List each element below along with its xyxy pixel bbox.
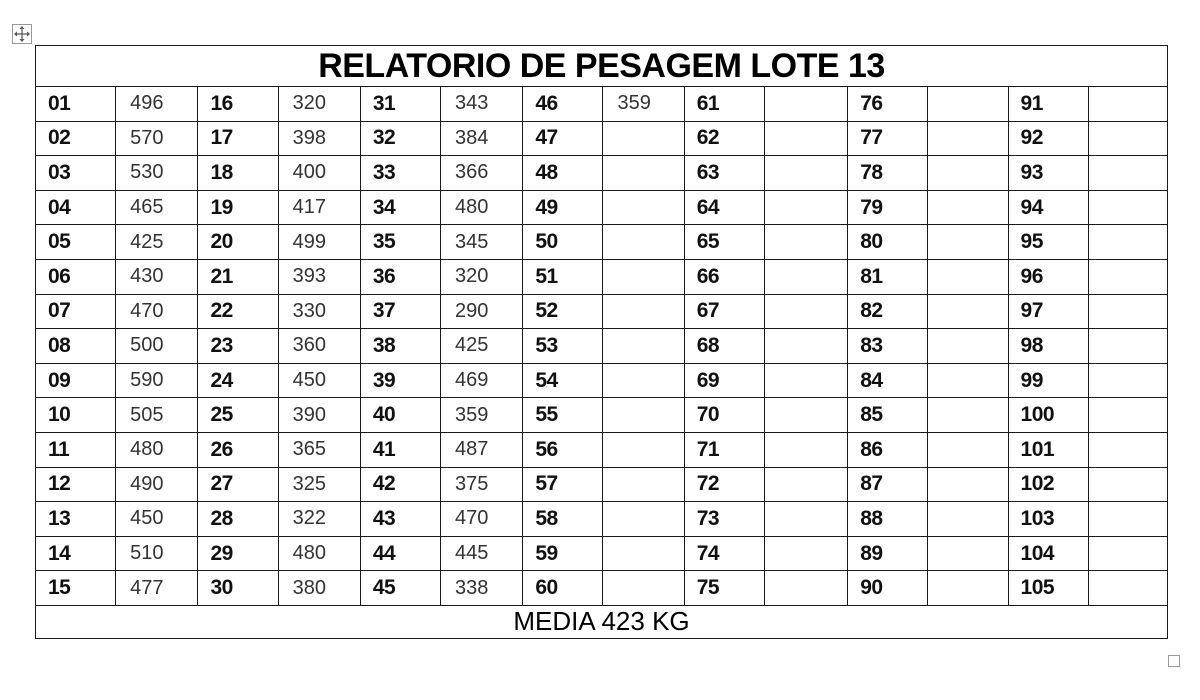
weight-cell[interactable]: 384 xyxy=(441,121,523,156)
table-row xyxy=(36,502,1168,537)
weight-cell[interactable] xyxy=(928,259,1008,294)
animal-number-cell[interactable]: 23 xyxy=(198,329,278,364)
animal-number-cell[interactable]: 19 xyxy=(198,190,278,225)
animal-number-cell[interactable]: 51 xyxy=(523,259,603,294)
weight-cell[interactable] xyxy=(764,156,847,191)
weight-cell[interactable]: 445 xyxy=(441,536,523,571)
weight-cell[interactable] xyxy=(1088,502,1167,537)
weight-cell[interactable]: 499 xyxy=(278,225,360,260)
weight-cell[interactable] xyxy=(928,190,1008,225)
animal-number-cell[interactable]: 09 xyxy=(36,363,116,398)
animal-number-cell[interactable]: 30 xyxy=(198,571,278,606)
weight-cell[interactable]: 359 xyxy=(441,398,523,433)
weight-cell[interactable]: 469 xyxy=(441,363,523,398)
animal-number-cell[interactable]: 16 xyxy=(198,87,278,122)
weight-cell[interactable] xyxy=(603,190,684,225)
animal-number-cell[interactable]: 102 xyxy=(1008,467,1088,502)
table-row xyxy=(36,87,1168,122)
weight-cell[interactable] xyxy=(764,398,847,433)
animal-number-cell[interactable]: 50 xyxy=(523,225,603,260)
animal-number-cell[interactable]: 13 xyxy=(36,502,116,537)
animal-number-cell[interactable]: 22 xyxy=(198,294,278,329)
animal-number-cell[interactable]: 33 xyxy=(360,156,440,191)
weight-cell[interactable] xyxy=(1088,329,1167,364)
animal-number-cell[interactable]: 04 xyxy=(36,190,116,225)
animal-number-cell[interactable]: 03 xyxy=(36,156,116,191)
animal-number-cell[interactable]: 66 xyxy=(684,259,764,294)
animal-number-cell[interactable]: 38 xyxy=(360,329,440,364)
weight-cell[interactable] xyxy=(603,363,684,398)
animal-number-cell[interactable]: 59 xyxy=(523,536,603,571)
animal-number-cell[interactable]: 14 xyxy=(36,536,116,571)
animal-number-cell[interactable]: 52 xyxy=(523,294,603,329)
animal-number-cell[interactable]: 88 xyxy=(848,502,928,537)
weight-cell[interactable]: 450 xyxy=(278,363,360,398)
weight-cell[interactable] xyxy=(1088,259,1167,294)
weight-cell[interactable] xyxy=(928,121,1008,156)
animal-number-cell[interactable]: 103 xyxy=(1008,502,1088,537)
weight-cell[interactable] xyxy=(764,225,847,260)
animal-number-cell[interactable]: 80 xyxy=(848,225,928,260)
animal-number-cell[interactable]: 101 xyxy=(1008,432,1088,467)
table-row xyxy=(36,225,1168,260)
weight-cell[interactable]: 590 xyxy=(116,363,198,398)
animal-number-cell[interactable]: 31 xyxy=(360,87,440,122)
animal-number-cell[interactable]: 97 xyxy=(1008,294,1088,329)
weight-cell[interactable] xyxy=(764,87,847,122)
weight-cell[interactable] xyxy=(1088,156,1167,191)
animal-number-cell[interactable]: 69 xyxy=(684,363,764,398)
animal-number-cell[interactable]: 46 xyxy=(523,87,603,122)
animal-number-cell[interactable]: 58 xyxy=(523,502,603,537)
animal-number-cell[interactable]: 92 xyxy=(1008,121,1088,156)
move-icon xyxy=(13,25,31,43)
animal-number-cell[interactable]: 07 xyxy=(36,294,116,329)
weight-cell[interactable] xyxy=(764,432,847,467)
weight-cell[interactable] xyxy=(1088,121,1167,156)
animal-number-cell[interactable]: 36 xyxy=(360,259,440,294)
report-title[interactable]: RELATORIO DE PESAGEM LOTE 13 xyxy=(36,46,1168,87)
animal-number-cell[interactable]: 55 xyxy=(523,398,603,433)
weight-cell[interactable]: 320 xyxy=(441,259,523,294)
weight-cell[interactable] xyxy=(1088,467,1167,502)
animal-number-cell[interactable]: 82 xyxy=(848,294,928,329)
weight-cell[interactable] xyxy=(603,121,684,156)
animal-number-cell[interactable]: 87 xyxy=(848,467,928,502)
animal-number-cell[interactable]: 89 xyxy=(848,536,928,571)
weight-cell[interactable]: 530 xyxy=(116,156,198,191)
weight-cell[interactable]: 450 xyxy=(116,502,198,537)
animal-number-cell[interactable]: 96 xyxy=(1008,259,1088,294)
weight-cell[interactable] xyxy=(928,363,1008,398)
animal-number-cell[interactable]: 70 xyxy=(684,398,764,433)
animal-number-cell[interactable]: 94 xyxy=(1008,190,1088,225)
animal-number-cell[interactable]: 73 xyxy=(684,502,764,537)
weight-cell[interactable]: 380 xyxy=(278,571,360,606)
weight-cell[interactable] xyxy=(603,156,684,191)
animal-number-cell[interactable]: 84 xyxy=(848,363,928,398)
animal-number-cell[interactable]: 71 xyxy=(684,432,764,467)
table-row xyxy=(36,536,1168,571)
weight-cell[interactable]: 360 xyxy=(278,329,360,364)
weight-cell[interactable] xyxy=(928,87,1008,122)
weight-cell[interactable]: 470 xyxy=(441,502,523,537)
animal-number-cell[interactable]: 12 xyxy=(36,467,116,502)
weight-cell[interactable] xyxy=(1088,363,1167,398)
animal-number-cell[interactable]: 25 xyxy=(198,398,278,433)
weight-cell[interactable]: 465 xyxy=(116,190,198,225)
animal-number-cell[interactable]: 63 xyxy=(684,156,764,191)
weight-cell[interactable] xyxy=(928,432,1008,467)
animal-number-cell[interactable]: 42 xyxy=(360,467,440,502)
weight-cell[interactable] xyxy=(603,225,684,260)
weight-cell[interactable] xyxy=(603,467,684,502)
weight-cell[interactable] xyxy=(1088,87,1167,122)
animal-number-cell[interactable]: 40 xyxy=(360,398,440,433)
animal-number-cell[interactable]: 57 xyxy=(523,467,603,502)
average-weight[interactable]: MEDIA 423 KG xyxy=(36,605,1168,638)
animal-number-cell[interactable]: 10 xyxy=(36,398,116,433)
animal-number-cell[interactable]: 15 xyxy=(36,571,116,606)
animal-number-cell[interactable]: 27 xyxy=(198,467,278,502)
weight-cell[interactable]: 430 xyxy=(116,259,198,294)
weight-cell[interactable]: 400 xyxy=(278,156,360,191)
weight-cell[interactable]: 496 xyxy=(116,87,198,122)
weight-cell[interactable]: 343 xyxy=(441,87,523,122)
animal-number-cell[interactable]: 65 xyxy=(684,225,764,260)
weight-cell[interactable]: 417 xyxy=(278,190,360,225)
weight-cell[interactable]: 487 xyxy=(441,432,523,467)
weight-cell[interactable]: 320 xyxy=(278,87,360,122)
weight-cell[interactable] xyxy=(928,156,1008,191)
animal-number-cell[interactable]: 74 xyxy=(684,536,764,571)
weight-cell[interactable] xyxy=(928,294,1008,329)
weight-cell[interactable]: 480 xyxy=(278,536,360,571)
animal-number-cell[interactable]: 62 xyxy=(684,121,764,156)
weight-cell[interactable] xyxy=(764,467,847,502)
weight-cell[interactable] xyxy=(603,329,684,364)
weight-cell[interactable] xyxy=(1088,294,1167,329)
weight-cell[interactable]: 393 xyxy=(278,259,360,294)
animal-number-cell[interactable]: 91 xyxy=(1008,87,1088,122)
animal-number-cell[interactable]: 20 xyxy=(198,225,278,260)
weight-cell[interactable] xyxy=(928,571,1008,606)
animal-number-cell[interactable]: 95 xyxy=(1008,225,1088,260)
weight-cell[interactable] xyxy=(928,467,1008,502)
weight-cell[interactable]: 510 xyxy=(116,536,198,571)
animal-number-cell[interactable]: 02 xyxy=(36,121,116,156)
animal-number-cell[interactable]: 47 xyxy=(523,121,603,156)
weight-cell[interactable] xyxy=(1088,190,1167,225)
weight-cell[interactable]: 365 xyxy=(278,432,360,467)
weight-cell[interactable] xyxy=(928,225,1008,260)
animal-number-cell[interactable]: 81 xyxy=(848,259,928,294)
weight-cell[interactable] xyxy=(603,536,684,571)
weight-cell[interactable] xyxy=(928,329,1008,364)
table-row xyxy=(36,432,1168,467)
weight-cell[interactable] xyxy=(1088,432,1167,467)
weight-cell[interactable]: 325 xyxy=(278,467,360,502)
animal-number-cell[interactable]: 104 xyxy=(1008,536,1088,571)
animal-number-cell[interactable]: 98 xyxy=(1008,329,1088,364)
animal-number-cell[interactable]: 76 xyxy=(848,87,928,122)
table-row xyxy=(36,467,1168,502)
table-row xyxy=(36,398,1168,433)
weight-cell[interactable] xyxy=(764,571,847,606)
weighing-report-table xyxy=(35,45,1168,639)
animal-number-cell[interactable]: 34 xyxy=(360,190,440,225)
animal-number-cell[interactable]: 99 xyxy=(1008,363,1088,398)
weight-cell[interactable]: 425 xyxy=(116,225,198,260)
weight-cell[interactable]: 390 xyxy=(278,398,360,433)
weight-cell[interactable]: 490 xyxy=(116,467,198,502)
animal-number-cell[interactable]: 53 xyxy=(523,329,603,364)
weight-cell[interactable]: 470 xyxy=(116,294,198,329)
weight-cell[interactable]: 375 xyxy=(441,467,523,502)
animal-number-cell[interactable]: 39 xyxy=(360,363,440,398)
animal-number-cell[interactable]: 41 xyxy=(360,432,440,467)
animal-number-cell[interactable]: 78 xyxy=(848,156,928,191)
footer-row xyxy=(36,605,1168,638)
animal-number-cell[interactable]: 86 xyxy=(848,432,928,467)
table-row xyxy=(36,156,1168,191)
weight-cell[interactable]: 425 xyxy=(441,329,523,364)
animal-number-cell[interactable]: 72 xyxy=(684,467,764,502)
animal-number-cell[interactable]: 17 xyxy=(198,121,278,156)
weight-cell[interactable] xyxy=(1088,536,1167,571)
weight-cell[interactable] xyxy=(603,398,684,433)
animal-number-cell[interactable]: 60 xyxy=(523,571,603,606)
weight-cell[interactable] xyxy=(764,363,847,398)
animal-number-cell[interactable]: 54 xyxy=(523,363,603,398)
weight-cell[interactable] xyxy=(1088,571,1167,606)
animal-number-cell[interactable]: 28 xyxy=(198,502,278,537)
weight-cell[interactable]: 322 xyxy=(278,502,360,537)
weight-cell[interactable]: 290 xyxy=(441,294,523,329)
weight-cell[interactable] xyxy=(928,536,1008,571)
animal-number-cell[interactable]: 79 xyxy=(848,190,928,225)
weight-cell[interactable] xyxy=(1088,398,1167,433)
weight-cell[interactable] xyxy=(764,329,847,364)
weight-cell[interactable]: 330 xyxy=(278,294,360,329)
animal-number-cell[interactable]: 93 xyxy=(1008,156,1088,191)
weight-cell[interactable]: 345 xyxy=(441,225,523,260)
animal-number-cell[interactable]: 100 xyxy=(1008,398,1088,433)
weight-cell[interactable] xyxy=(764,294,847,329)
weight-cell[interactable] xyxy=(764,190,847,225)
animal-number-cell[interactable]: 48 xyxy=(523,156,603,191)
table-row xyxy=(36,363,1168,398)
weight-cell[interactable] xyxy=(764,121,847,156)
weight-cell[interactable] xyxy=(928,502,1008,537)
animal-number-cell[interactable]: 06 xyxy=(36,259,116,294)
weight-cell[interactable] xyxy=(603,294,684,329)
animal-number-cell[interactable]: 45 xyxy=(360,571,440,606)
weight-cell[interactable]: 500 xyxy=(116,329,198,364)
weight-cell[interactable] xyxy=(603,259,684,294)
weight-cell[interactable] xyxy=(928,398,1008,433)
animal-number-cell[interactable]: 56 xyxy=(523,432,603,467)
weight-cell[interactable]: 338 xyxy=(441,571,523,606)
table-move-handle[interactable] xyxy=(12,24,32,44)
weight-cell[interactable]: 570 xyxy=(116,121,198,156)
animal-number-cell[interactable]: 105 xyxy=(1008,571,1088,606)
weight-cell[interactable]: 477 xyxy=(116,571,198,606)
animal-number-cell[interactable]: 21 xyxy=(198,259,278,294)
weight-cell[interactable] xyxy=(764,259,847,294)
animal-number-cell[interactable]: 90 xyxy=(848,571,928,606)
table-row xyxy=(36,190,1168,225)
weight-cell[interactable]: 480 xyxy=(441,190,523,225)
weight-cell[interactable] xyxy=(1088,225,1167,260)
animal-number-cell[interactable]: 35 xyxy=(360,225,440,260)
weight-cell[interactable]: 480 xyxy=(116,432,198,467)
weight-cell[interactable]: 366 xyxy=(441,156,523,191)
animal-number-cell[interactable]: 49 xyxy=(523,190,603,225)
animal-number-cell[interactable]: 43 xyxy=(360,502,440,537)
table-row xyxy=(36,294,1168,329)
weight-cell[interactable] xyxy=(603,432,684,467)
weight-cell[interactable] xyxy=(764,502,847,537)
animal-number-cell[interactable]: 61 xyxy=(684,87,764,122)
animal-number-cell[interactable]: 64 xyxy=(684,190,764,225)
animal-number-cell[interactable]: 77 xyxy=(848,121,928,156)
animal-number-cell[interactable]: 18 xyxy=(198,156,278,191)
animal-number-cell[interactable]: 05 xyxy=(36,225,116,260)
table-resize-handle[interactable] xyxy=(1168,655,1180,667)
weight-cell[interactable] xyxy=(603,571,684,606)
animal-number-cell[interactable]: 11 xyxy=(36,432,116,467)
animal-number-cell[interactable]: 24 xyxy=(198,363,278,398)
weight-cell[interactable]: 398 xyxy=(278,121,360,156)
animal-number-cell[interactable]: 44 xyxy=(360,536,440,571)
animal-number-cell[interactable]: 01 xyxy=(36,87,116,122)
animal-number-cell[interactable]: 85 xyxy=(848,398,928,433)
weight-cell[interactable] xyxy=(764,536,847,571)
weight-cell[interactable]: 359 xyxy=(603,87,684,122)
animal-number-cell[interactable]: 29 xyxy=(198,536,278,571)
table-row xyxy=(36,329,1168,364)
animal-number-cell[interactable]: 08 xyxy=(36,329,116,364)
table-row xyxy=(36,571,1168,606)
animal-number-cell[interactable]: 37 xyxy=(360,294,440,329)
table-row xyxy=(36,259,1168,294)
weight-cell[interactable]: 505 xyxy=(116,398,198,433)
animal-number-cell[interactable]: 83 xyxy=(848,329,928,364)
weight-cell[interactable] xyxy=(603,502,684,537)
title-row xyxy=(36,46,1168,87)
animal-number-cell[interactable]: 26 xyxy=(198,432,278,467)
animal-number-cell[interactable]: 68 xyxy=(684,329,764,364)
table-row xyxy=(36,121,1168,156)
animal-number-cell[interactable]: 32 xyxy=(360,121,440,156)
animal-number-cell[interactable]: 75 xyxy=(684,571,764,606)
animal-number-cell[interactable]: 67 xyxy=(684,294,764,329)
